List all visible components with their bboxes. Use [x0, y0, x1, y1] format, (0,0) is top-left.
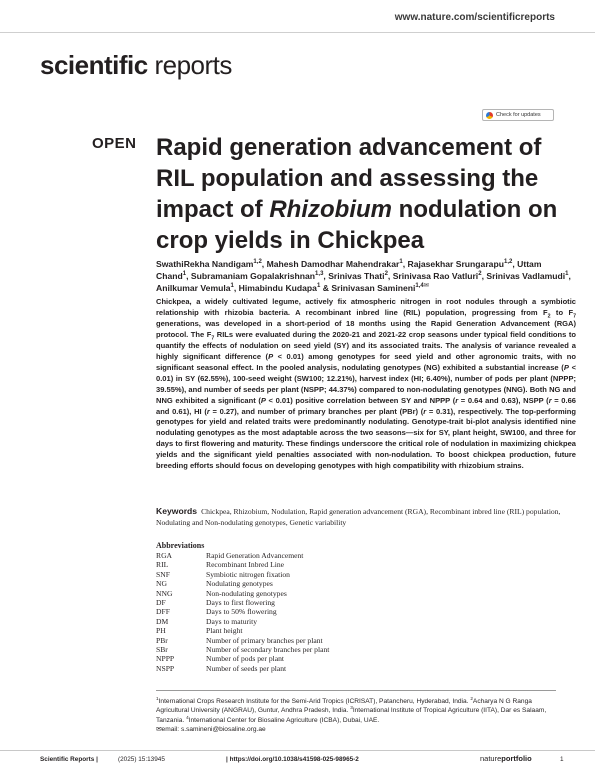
abbreviation-key: RGA: [156, 551, 173, 560]
abbreviation-key: NNG: [156, 588, 173, 598]
abbreviations-title: Abbreviations: [156, 541, 205, 550]
abbreviation-definition: Non-nodulating genotypes: [206, 588, 287, 598]
abbreviation-definition: Recombinant Inbred Line: [206, 560, 285, 570]
affiliations: $^1$International Crops Research Institute for the Semi-Arid Tropics (ICRISAT), Patancheru, Hyderabad, India. $^2$Acharya N G Ranga Agricultural University (ANGRAU), Guntur, Andhra Pradesh, India. $^3$International Institute of Tropical Agriculture (IITA), Dar es Salaam, Tanzania. $^4$International Center for Biosaline Agriculture (ICBA), Dubai, UAE. ✉email: s.samineni@biosaline.org.ae: [156, 695, 547, 733]
check-for-updates-button[interactable]: [482, 109, 554, 121]
abbreviation-key: PH: [156, 626, 166, 636]
author-name[interactable]: Anilkumar Vemula$^1$: [156, 283, 234, 294]
abbreviation-key: DFF: [156, 607, 170, 617]
abbreviation-definition: Nodulating genotypes: [206, 579, 273, 589]
abbreviation-key: DF: [156, 597, 166, 607]
abbreviation-row: [156, 645, 476, 654]
abbreviations-list: [156, 551, 476, 673]
abbreviation-definition: Number of primary branches per plant: [206, 635, 323, 645]
abbreviation-definition: Plant height: [206, 626, 243, 636]
footnote-divider: [156, 690, 556, 691]
abbreviation-definition: Rapid Generation Advancement: [206, 551, 304, 560]
footer-citation: (2025) 15:13945: [118, 756, 165, 763]
keywords-label: Keywords: [156, 506, 198, 516]
logo-bold-text: scientific: [40, 50, 148, 80]
abstract: Chickpea, a widely cultivated legume, actively fix atmospheric nitrogen in root nodules through a symbiotic relationship with rhizobia bacteria. A recombinant inbred line (RIL) population, progressing from $F_2$ to $F_7$ generations, was developed in a short-period of 18 months using the Rapid Generation Advancement (RGA) protocol. The $F_7$ RILs were evaluated during the 2020-21 and 2021-22 crop seasons under typical field conditions to quantify the effects of nodulation on seed yield (SY) and its associated traits. The analysis of variance revealed a highly significant difference (P < 0.01) among genotypes for seed yield and other agronomic traits, with no significant seasonal effect. In the pooled analysis, nodulating genotypes (NG) exhibited a substantial increase (P < 0.01) in SY (62.55%), 100-seed weight (SW100; 12.21%), harvest index (HI; 6.40%), number of pods per plant (NPPP; 39.55%), and number of seeds per plant (NSPP; 44.37%) compared to non-nodulating genotypes (NNG). Both NG and NNG exhibited a significant (P < 0.01) positive correlation between SY and NPPP (r = 0.64 and 0.63), NSPP (r = 0.66 and 0.61), HI (r = 0.27), and number of primary branches per plant (PBr) (r = 0.31), respectively. The top-performing genotypes for yield and related traits were predominantly nodulating. Genotype-trait bi-plot analysis identified nine nodulating genotypes as the most adaptable across the two seasons—six for SY, plant height, SW100, and three for days to first flowering and maturity. These findings underscore the critical role of nodulation in maximizing chickpea yields and the significant yield penalties associated with non-nodulation. To boost chickpea production, future breeding efforts should focus on developing genotypes with high compatibility with rhizobium strains.: [156, 297, 576, 471]
abbreviation-definition: Days to 50% flowering: [206, 607, 277, 617]
abbreviation-definition: Days to maturity: [206, 616, 258, 626]
author-name[interactable]: SwathiRekha Nandigam$^{1,2}$: [156, 259, 262, 269]
abbreviation-key: NSPP: [156, 663, 175, 673]
abbreviation-row: [156, 664, 476, 673]
abbreviation-row: [156, 654, 476, 663]
author-name[interactable]: Subramaniam Gopalakrishnan$^{1,3}$: [190, 271, 324, 282]
abbreviation-row: [156, 598, 476, 607]
journal-logo[interactable]: [40, 50, 232, 81]
footer-divider: [0, 750, 595, 751]
logo-light-text: reports: [154, 50, 232, 80]
author-name[interactable]: Srinivasa Rao Vatluri$^2$: [392, 271, 482, 282]
article-title: Rapid generation advancement of RIL population and assessing the impact of Rhizobium nodulation on crop yields in Chickpea: [156, 134, 558, 254]
page-number: 1: [560, 756, 564, 763]
author-name[interactable]: Srinivas Thati$^2$: [328, 271, 388, 282]
abbreviation-row: [156, 617, 476, 626]
abbreviation-row: [156, 579, 476, 588]
abbreviation-key: NG: [156, 579, 167, 589]
keywords-text: Chickpea, Rhizobium, Nodulation, Rapid generation advancement (RGA), Recombinant inbred line (RIL) population, Nodulating and Non-nodulating genotypes, Genetic variability: [156, 507, 561, 527]
abbreviation-row: [156, 626, 476, 635]
abbreviation-definition: Number of pods per plant: [206, 654, 285, 664]
abbreviation-definition: Number of seeds per plant: [206, 663, 287, 673]
author-name[interactable]: Rajasekhar Srungarapu$^{1,2}$: [407, 259, 513, 269]
email-icon: ✉: [156, 725, 162, 733]
site-url[interactable]: www.nature.com/scientificreports: [394, 12, 555, 23]
abbreviation-key: DM: [156, 616, 169, 626]
header-divider: [0, 32, 595, 33]
abbreviation-row: [156, 636, 476, 645]
abbreviation-row: [156, 570, 476, 579]
open-access-label: OPEN: [92, 135, 137, 152]
author-name[interactable]: Mahesh Damodhar Mahendrakar$^1$: [266, 259, 403, 269]
author-name[interactable]: Srinivas Vadlamudi$^1$: [486, 271, 569, 282]
footer-doi-link[interactable]: | https://doi.org/10.1038/s41598-025-98965-2: [226, 756, 359, 763]
abbreviation-row: [156, 607, 476, 616]
keywords-section: [156, 506, 576, 528]
abbreviation-key: PBr: [156, 635, 168, 645]
crossmark-icon: [486, 112, 493, 119]
abbreviation-row: [156, 560, 476, 569]
abbreviation-definition: Days to first flowering: [206, 597, 275, 607]
author-name[interactable]: Srinivasan Samineni$^{1,4✉}$: [331, 283, 429, 294]
author-name[interactable]: Uttam Chand$^1$: [156, 259, 542, 282]
footer-journal: Scientific Reports |: [40, 756, 98, 763]
author-list: SwathiRekha Nandigam$^{1,2}$, Mahesh Damodhar Mahendrakar$^1$, Rajasekhar Srungarapu$^{1,2}$, Uttam Chand$^1$, Subramaniam Gopalakrishnan$^{1,3}$, Srinivas Thati$^2$, Srinivasa Rao Vatluri$^2$, Srinivas Vadlamudi$^1$, Anilkumar Vemula$^1$, Himabindu Kudapa$^1$ & Srinivasan Samineni$^{1,4✉}$: [156, 259, 571, 294]
check-updates-label: Check for updates: [496, 112, 541, 118]
abbreviation-row: [156, 589, 476, 598]
abbreviation-key: NPPP: [156, 654, 175, 664]
author-name[interactable]: Himabindu Kudapa$^1$: [238, 283, 321, 294]
abbreviation-key: RIL: [156, 560, 169, 570]
abbreviation-key: SNF: [156, 569, 170, 579]
nature-portfolio-logo: natureportfolio: [480, 754, 532, 763]
abbreviation-row: [156, 551, 476, 560]
abbreviations-section: [156, 540, 476, 673]
corresponding-email[interactable]: email: s.samineni@biosaline.org.ae: [161, 725, 266, 733]
abbreviation-definition: Symbiotic nitrogen fixation: [206, 569, 290, 579]
abbreviation-definition: Number of secondary branches per plant: [206, 644, 330, 654]
abbreviation-key: SBr: [156, 644, 168, 654]
title-italic-term: Rhizobium: [269, 196, 392, 223]
